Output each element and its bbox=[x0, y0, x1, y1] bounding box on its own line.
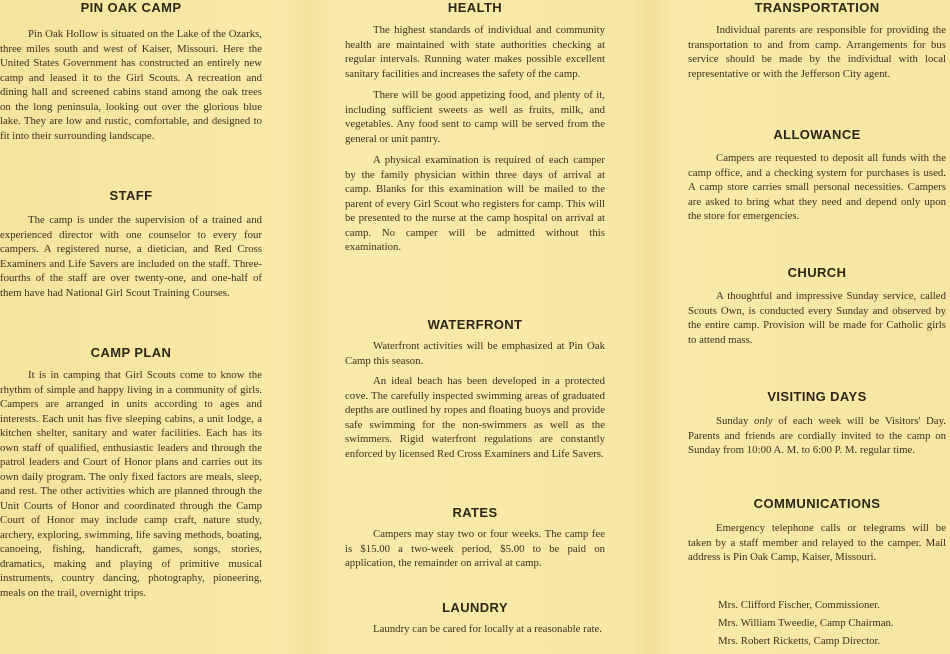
paragraph-church: A thoughtful and impressive Sunday service, called Scouts Own, is conducted every Sunday and observed by the entire camp. Provision will be made for Catholic girls to attend mass. bbox=[688, 290, 946, 346]
signature-camp-director: Mrs. Robert Ricketts, Camp Director. bbox=[718, 635, 881, 647]
heading-transportation: TRANSPORTATION bbox=[754, 0, 880, 15]
heading-staff: STAFF bbox=[109, 188, 153, 203]
paragraph-pin-oak-camp: Pin Oak Hollow is situated on the Lake of the Ozarks, three miles south and west of Kaiser, Missouri. Here the United States Government has constructed an entirely new camp and leased it to the Girl Scouts. A recreation and dining hall and screened cabins stand among the oak trees on the long peninsula, looking out over the glorious blue lake. They are low and rustic, comfortable, and designed to fit into their surrounding landscape. bbox=[0, 28, 262, 142]
visiting-text-a: Sunday bbox=[716, 415, 755, 427]
visiting-text-b: of each week will be Visitors' Day. Parents and friends are cordially invited to the camp on Sunday from 10:00 A. M. to 6:00 P. M. regular time. bbox=[688, 415, 946, 456]
signature-block bbox=[688, 598, 946, 648]
paragraph-laundry: Laundry can be cared for locally at a reasonable rate. bbox=[373, 623, 603, 635]
heading-communications: COMMUNICATIONS bbox=[753, 496, 881, 511]
visiting-text-emphasis: only bbox=[754, 415, 773, 427]
paragraph-communications: Emergency telephone calls or telegrams will be taken by a staff member and relayed to the camper. Mail address is Pin Oak Camp, Kaiser, Missouri. bbox=[688, 522, 946, 563]
heading-laundry: LAUNDRY bbox=[442, 600, 508, 615]
paragraph-camp-plan: It is in camping that Girl Scouts come to know the rhythm of simple and happy living in a community of girls. Campers are arranged in units according to ages and interests. Each unit has five sleeping cabins, a unit lodge, a kitchen shelter, sanitary and water facilities. Each has its own staff of qualified, enthusiastic leaders and through the patrol leaders and Court of Honor plans and carries out its own daily program. The only fixed factors are meals, sleep, and rest. The other activities which are planned through the Unit Courts of Honor and coordinated through the Camp Court of Honor may include camp craft, nature study, archery, exploring, swimming, life saving methods, boating, canoeing, fishing, handicraft, games, songs, stories, dramatics, making and playing of primitive musical instruments, country dancing, photography, pioneering, meals on the trail, overnight trips. bbox=[0, 369, 262, 599]
section-transportation bbox=[688, 0, 946, 81]
section-health bbox=[345, 0, 605, 255]
signature-camp-chairman: Mrs. William Tweedie, Camp Chairman. bbox=[718, 617, 894, 629]
section-camp-plan bbox=[0, 345, 262, 600]
heading-visiting-days: VISITING DAYS bbox=[767, 389, 867, 404]
section-visiting-days bbox=[688, 389, 946, 458]
paragraph-waterfront-2: An ideal beach has been developed in a protected cove. The carefully inspected swimming areas of graduated depths are outlined by ropes and floating buoys and provide safe swimming for the non-swimmers as well as the swimmers. Rigid waterfront regulations are constantly enforced by licensed Red Cross Examiners and Life Savers. bbox=[345, 375, 605, 460]
paragraph-health-2: There will be good appetizing food, and plenty of it, including sufficient sweets as well as fruits, milk, and vegetables. Any food sent to camp will be served from the general or unit pantry. bbox=[345, 89, 605, 145]
section-staff bbox=[0, 188, 262, 300]
heading-church: CHURCH bbox=[787, 265, 847, 280]
section-rates bbox=[345, 505, 605, 571]
heading-pin-oak-camp: PIN OAK CAMP bbox=[80, 0, 182, 15]
heading-health: HEALTH bbox=[447, 0, 503, 15]
heading-camp-plan: CAMP PLAN bbox=[90, 345, 172, 360]
section-waterfront bbox=[345, 317, 605, 461]
section-church bbox=[688, 265, 946, 347]
paragraph-health-1: The highest standards of individual and community health are maintained with state authorities checking at regular intervals. Running water makes possible excellent sanitary facilities and increases the safety of the camp. bbox=[345, 24, 605, 80]
heading-waterfront: WATERFRONT bbox=[427, 317, 523, 332]
section-laundry bbox=[345, 600, 605, 637]
signature-commissioner: Mrs. Clifford Fischer, Commissioner. bbox=[718, 599, 880, 611]
paragraph-staff: The camp is under the supervision of a trained and experienced director with one counselor to every four campers. A registered nurse, a dietician, and Red Cross Examiners and Life Savers are included on the staff. Three-fourths of the staff are over twenty-one, and one-half of them have had National Girl Scout Training Courses. bbox=[0, 214, 262, 299]
section-pin-oak-camp bbox=[0, 0, 262, 143]
heading-rates: RATES bbox=[452, 505, 498, 520]
paragraph-transportation: Individual parents are responsible for providing the transportation to and from camp. Arrangements for bus service should be made by the individual with local representative or with the Jefferson City agent. bbox=[688, 24, 946, 80]
paragraph-waterfront-1: Waterfront activities will be emphasized at Pin Oak Camp this season. bbox=[345, 340, 605, 367]
section-allowance bbox=[688, 127, 946, 224]
section-communications bbox=[688, 496, 946, 565]
paragraph-allowance: Campers are requested to deposit all funds with the camp office, and a checking system for purchases is used. A camp store carries small personal necessities. Campers are asked to bring what they need and depend only upon the store for emergencies. bbox=[688, 152, 946, 222]
paragraph-visiting-days bbox=[688, 414, 946, 458]
heading-allowance: ALLOWANCE bbox=[773, 127, 861, 142]
paragraph-rates: Campers may stay two or four weeks. The camp fee is $15.00 a two-week period, $5.00 to be paid on application, the remainder on arrival at camp. bbox=[345, 528, 605, 569]
paragraph-health-3: A physical examination is required of each camper by the family physician within three days of arrival at camp. Blanks for this examination will be mailed to the parent of every Girl Scout who registers for camp. This will be presented to the nurse at the camp hospital on arrival at camp. No camper will be admitted without this examination. bbox=[345, 154, 605, 253]
